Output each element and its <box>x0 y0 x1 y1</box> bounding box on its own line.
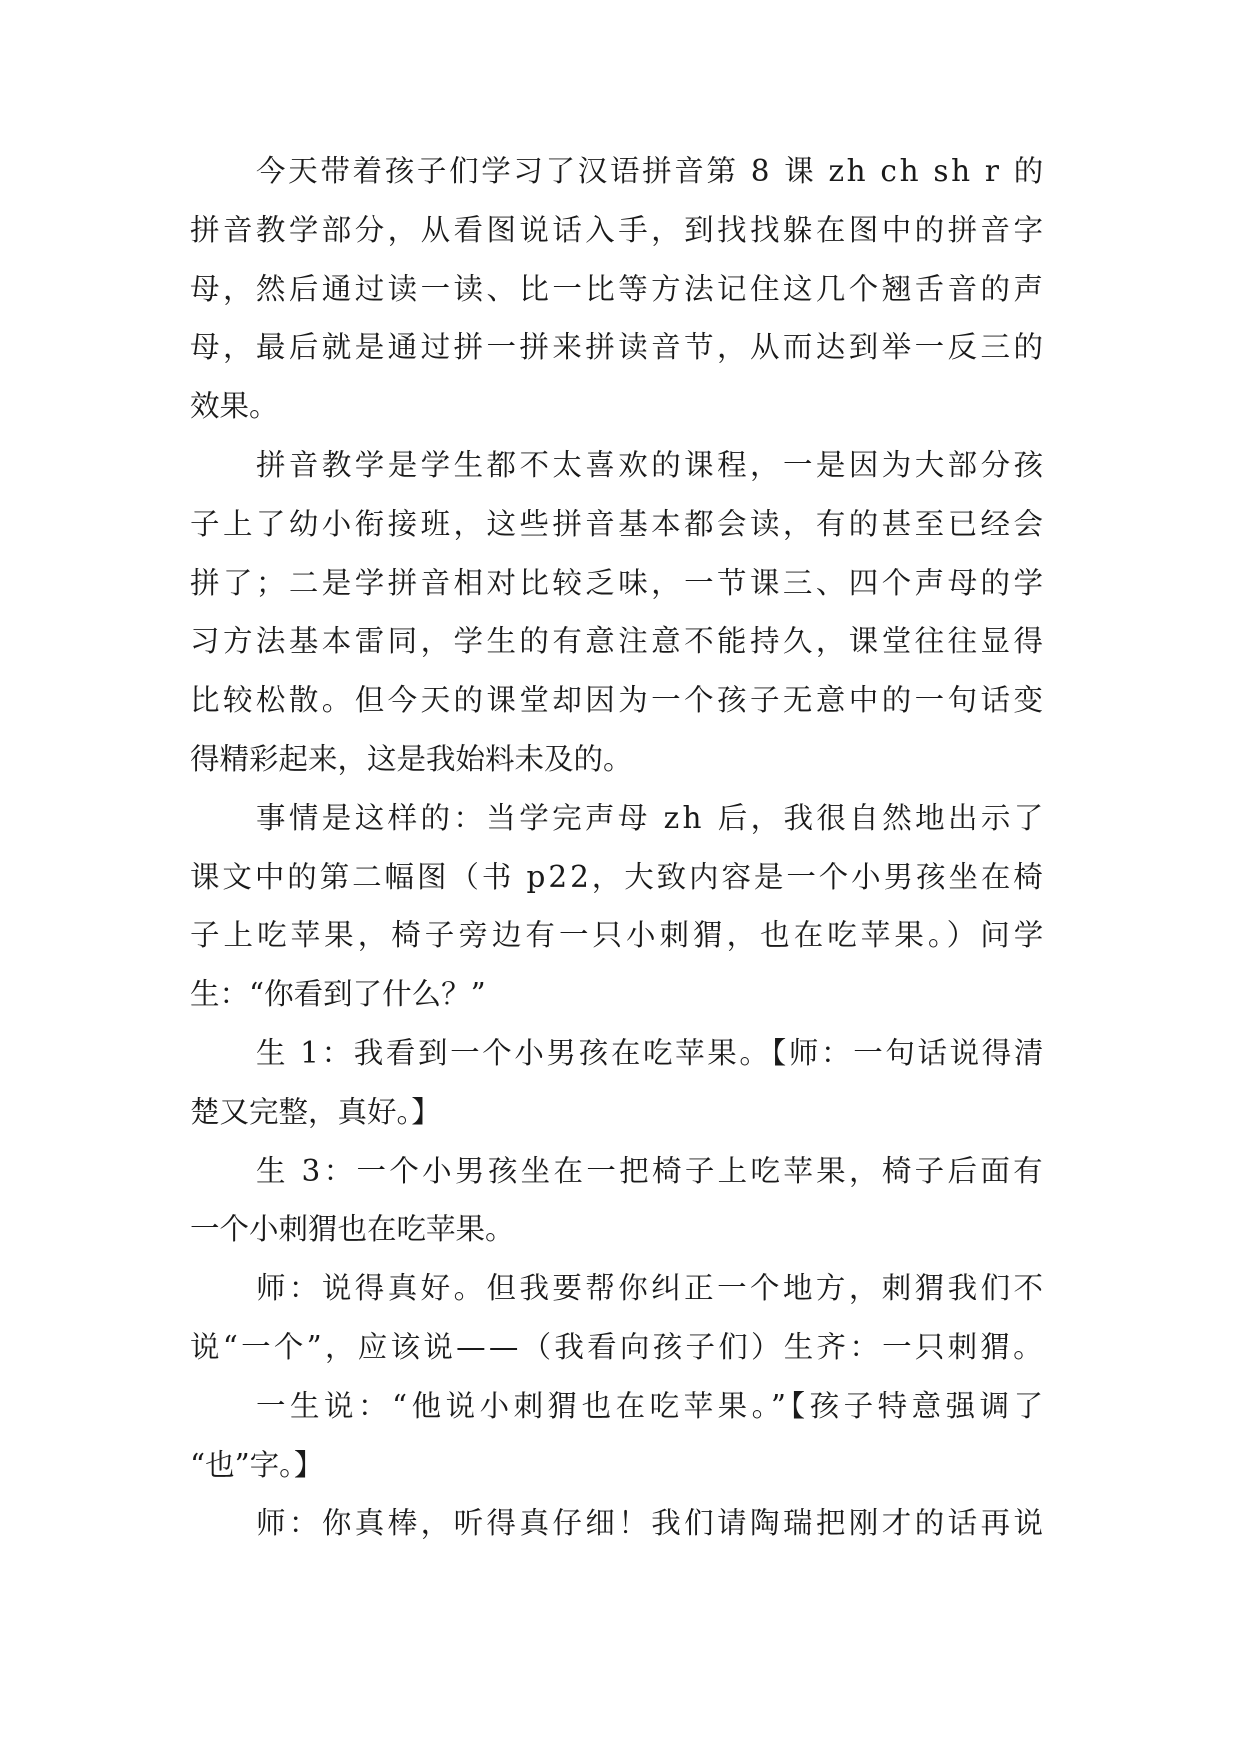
text-line: 效果。 <box>190 389 279 424</box>
text-line: 子上吃苹果，椅子旁边有一只小刺猬，也在吃苹果。）问学 <box>190 918 1048 953</box>
text-line: 生：“你看到了什么？” <box>190 977 486 1012</box>
text-line: 生 1：我看到一个小男孩在吃苹果。【师：一句话说得清 <box>256 1036 1047 1070</box>
text-line: 得精彩起来，这是我始料未及的。 <box>190 742 633 776</box>
text-line: 师：你真棒，听得真仔细！我们请陶瑞把刚才的话再说 <box>256 1506 1047 1541</box>
text-line: 一生说：“他说小刺猬也在吃苹果。”【孩子特意强调了 <box>256 1388 1048 1423</box>
text-line: 习方法基本雷同，学生的有意注意不能持久，课堂往往显得 <box>190 624 1047 659</box>
text-line: 拼了；二是学拼音相对比较乏味，一节课三、四个声母的学 <box>190 565 1047 600</box>
text-line: 课文中的第二幅图（书 p22，大致内容是一个小男孩坐在椅 <box>190 859 1046 894</box>
text-line: 母，最后就是通过拼一拼来拼读音节，从而达到举一反三的 <box>190 330 1047 365</box>
text-line: 说“一个”，应该说——（我看向孩子们）生齐：一只刺猬。 <box>190 1330 1046 1364</box>
text-line: 母，然后通过读一读、比一比等方法记住这几个翘舌音的声 <box>190 271 1047 306</box>
text-line: 比较松散。但今天的课堂却因为一个孩子无意中的一句话变 <box>190 683 1047 718</box>
text-line: 一个小刺猬也在吃苹果。 <box>190 1212 515 1247</box>
text-line: 拼音教学部分，从看图说话入手，到找找躲在图中的拼音字 <box>190 212 1047 247</box>
text-line: 子上了幼小衔接班，这些拼音基本都会读，有的甚至已经会 <box>190 506 1047 541</box>
text-line: 生 3：一个小男孩坐在一把椅子上吃苹果，椅子后面有 <box>256 1153 1046 1188</box>
text-line: 今天带着孩子们学习了汉语拼音第 8 课 zh ch sh r 的 <box>256 154 1046 188</box>
text-line: 拼音教学是学生都不太喜欢的课程，一是因为大部分孩 <box>256 448 1047 482</box>
text-line: 楚又完整，真好。】 <box>190 1094 441 1129</box>
text-line: “也”字。】 <box>190 1447 324 1482</box>
text-line: 师：说得真好。但我要帮你纠正一个地方，刺猬我们不 <box>256 1271 1047 1306</box>
text-line: 事情是这样的：当学完声母 zh 后，我很自然地出示了 <box>256 800 1047 835</box>
